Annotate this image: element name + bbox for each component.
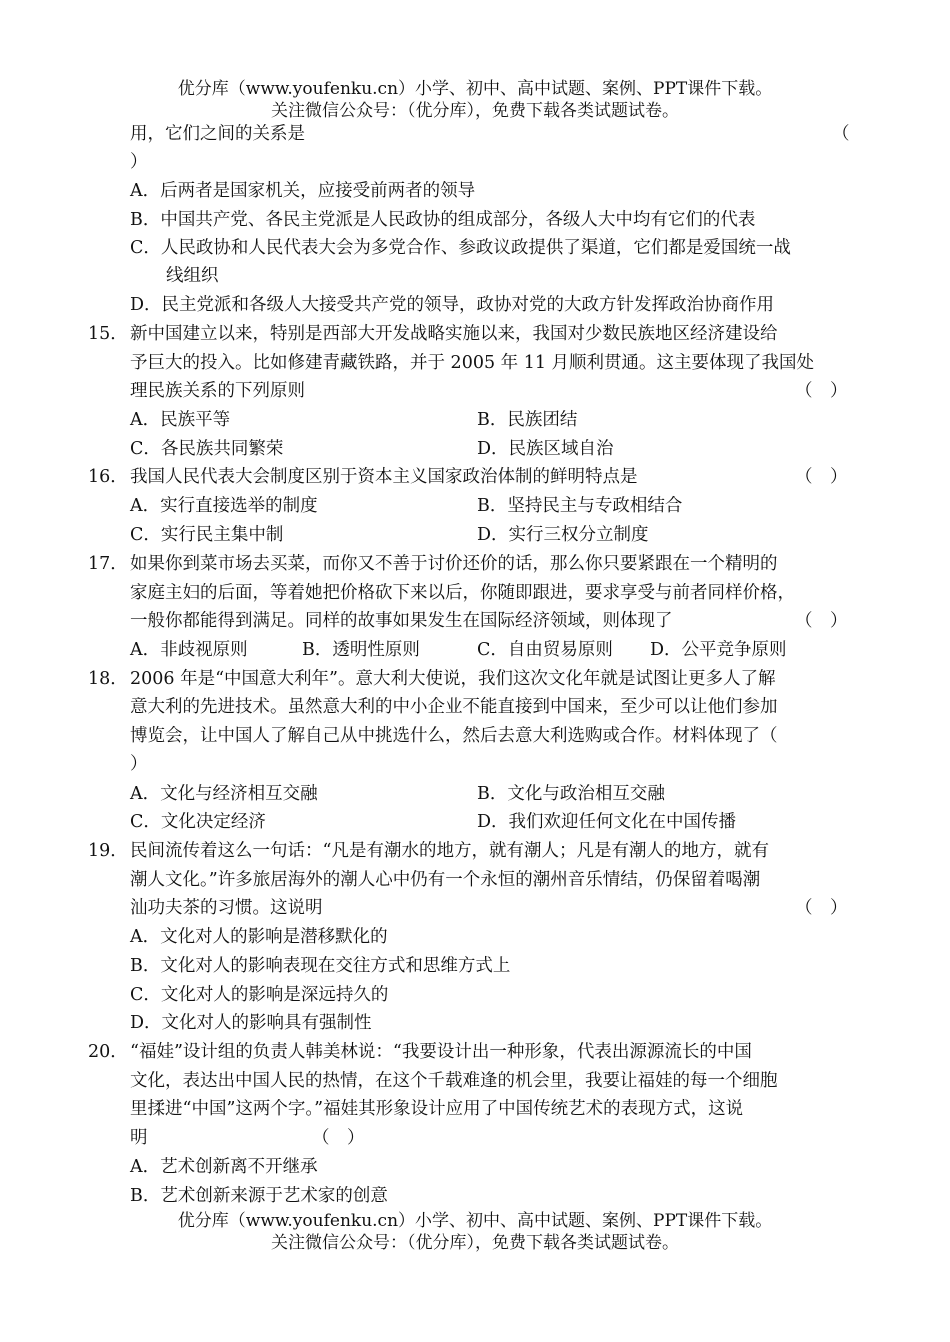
q18-option-d: D．我们欢迎任何文化在中国传播: [477, 812, 737, 832]
q18-stem-4: ）: [130, 754, 148, 774]
footer-line-1: 优分库（www.youfenku.cn）小学、初中、高中试题、案例、PPT课件下载。: [177, 1211, 773, 1231]
q17-option-c: C．自由贸易原则: [477, 640, 613, 660]
q17-option-d: D．公平竞争原则: [650, 640, 787, 660]
q18-stem-2: 意大利的先进技术。虽然意大利的中小企业不能直接到中国来，至少可以让他们参加: [130, 697, 778, 717]
header-line-1: 优分库（www.youfenku.cn）小学、初中、高中试题、案例、PPT课件下载。: [177, 79, 773, 99]
header-line-2: 关注微信公众号：（优分库），免费下载各类试题试卷。: [271, 101, 679, 121]
q16-stem-1: 我国人民代表大会制度区别于资本主义国家政治体制的鲜明特点是: [130, 467, 638, 487]
q15-stem-1: 新中国建立以来，特别是西部大开发战略实施以来，我国对少数民族地区经济建设给: [130, 324, 778, 344]
q19-number: 19．: [88, 841, 128, 861]
q19-answer-paren: （ ）: [795, 898, 848, 918]
q18-stem-3: 博览会，让中国人了解自己从中挑选什么，然后去意大利选购或合作。材料体现了（: [130, 726, 778, 746]
q17-stem-3: 一般你都能得到满足。同样的故事如果发生在国际经济领域，则体现了: [130, 611, 673, 631]
q15-option-b: B．民族团结: [477, 410, 578, 430]
q15-option-a: A．民族平等: [130, 410, 231, 430]
q15-stem-3: 理民族关系的下列原则: [130, 381, 305, 401]
q15-number: 15．: [88, 324, 128, 344]
q16-number: 16．: [88, 467, 128, 487]
q16-answer-paren: （ ）: [795, 467, 848, 487]
q14-option-d: D．民主党派和各级人大接受共产党的领导，政协对党的大政方针发挥政治协商作用: [130, 295, 775, 315]
q15-stem-2: 予巨大的投入。比如修建青藏铁路，并于 2005 年 11 月顺利贯通。这主要体现了我国处: [130, 353, 815, 373]
q19-option-b: B．文化对人的影响表现在交往方式和思维方式上: [130, 956, 511, 976]
q20-answer-paren: （ ）: [312, 1128, 365, 1148]
q19-stem-2: 潮人文化。”许多旅居海外的潮人心中仍有一个永恒的潮州音乐情结，仍保留着喝潮: [130, 870, 761, 890]
q17-number: 17．: [88, 554, 128, 574]
q16-option-c: C．实行民主集中制: [130, 525, 284, 545]
q15-option-c: C．各民族共同繁荣: [130, 439, 284, 459]
q17-answer-paren: （ ）: [795, 611, 848, 631]
q14-option-c: C．人民政协和人民代表大会为多党合作、参政议政提供了渠道，它们都是爱国统一战: [130, 238, 791, 258]
q15-answer-paren: （ ）: [795, 381, 848, 401]
q14-option-a: A．后两者是国家机关，应接受前两者的领导: [130, 181, 476, 201]
q20-stem-4: 明: [130, 1128, 148, 1148]
q18-option-c: C．文化决定经济: [130, 812, 266, 832]
q20-stem-3: 里揉进“中国”这两个字。”福娃其形象设计应用了中国传统艺术的表现方式，这说: [130, 1099, 744, 1119]
q20-option-b: B．艺术创新来源于艺术家的创意: [130, 1186, 388, 1206]
q16-option-a: A．实行直接选举的制度: [130, 496, 318, 516]
q16-option-d: D．实行三权分立制度: [477, 525, 649, 545]
q18-option-b: B．文化与政治相互交融: [477, 784, 665, 804]
q14-answer-paren-open: （: [832, 124, 850, 144]
q19-stem-1: 民间流传着这么一句话：“凡是有潮水的地方，就有潮人；凡是有潮人的地方，就有: [130, 841, 769, 861]
q19-option-d: D．文化对人的影响具有强制性: [130, 1013, 372, 1033]
q19-option-c: C．文化对人的影响是深远持久的: [130, 985, 389, 1005]
q14-continuation: 用，它们之间的关系是: [130, 124, 305, 144]
q20-option-a: A．艺术创新离不开继承: [130, 1157, 318, 1177]
q19-stem-3: 汕功夫茶的习惯。这说明: [130, 898, 323, 918]
q20-stem-2: 文化，表达出中国人民的热情，在这个千载难逢的机会里，我要让福娃的每一个细胞: [130, 1071, 778, 1091]
q19-option-a: A．文化对人的影响是潜移默化的: [130, 927, 388, 947]
q17-stem-1: 如果你到菜市场去买菜，而你又不善于讨价还价的话，那么你只要紧跟在一个精明的: [130, 554, 778, 574]
q18-number: 18．: [88, 669, 128, 689]
q17-stem-2: 家庭主妇的后面，等着她把价格砍下来以后，你随即跟进，要求享受与前者同样价格，: [130, 583, 795, 603]
q16-option-b: B．坚持民主与专政相结合: [477, 496, 683, 516]
footer-line-2: 关注微信公众号：（优分库），免费下载各类试题试卷。: [271, 1233, 679, 1253]
q14-option-c-cont: 线组织: [166, 266, 219, 286]
q15-option-d: D．民族区域自治: [477, 439, 614, 459]
q17-option-b: B．透明性原则: [302, 640, 420, 660]
q14-option-b: B．中国共产党、各民主党派是人民政协的组成部分，各级人大中均有它们的代表: [130, 210, 756, 230]
q18-stem-1: 2006 年是“中国意大利年”。意大利大使说，我们这次文化年就是试图让更多人了解: [130, 669, 776, 689]
q20-number: 20．: [88, 1042, 128, 1062]
q20-stem-1: “福娃”设计组的负责人韩美林说：“我要设计出一种形象，代表出源源流长的中国: [130, 1042, 752, 1062]
q17-option-a: A．非歧视原则: [130, 640, 248, 660]
q18-option-a: A．文化与经济相互交融: [130, 784, 318, 804]
q14-answer-paren-close: ）: [130, 152, 148, 172]
